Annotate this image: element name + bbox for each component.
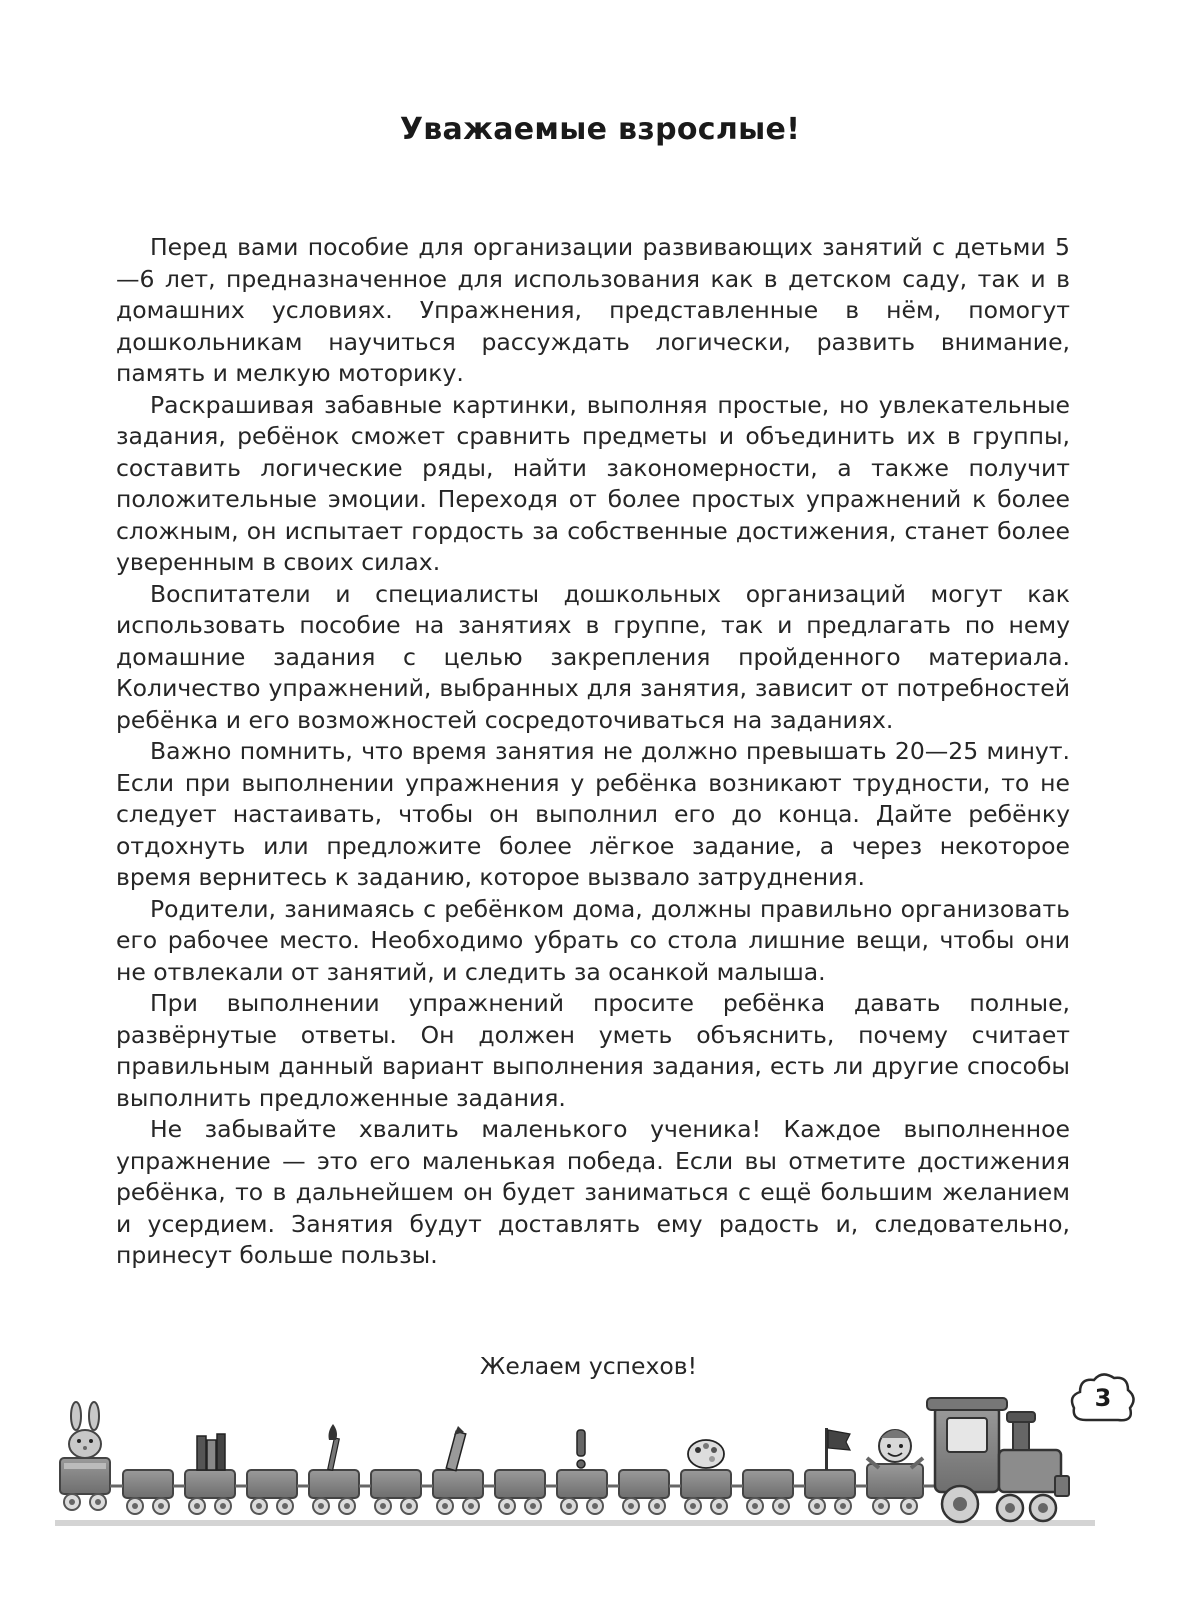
flag-icon bbox=[825, 1428, 850, 1470]
wagon-14 bbox=[867, 1464, 923, 1514]
page-number: 3 bbox=[1094, 1384, 1112, 1412]
paragraph-7: Не забывайте хвалить маленького ученика! Каждое выполненное упражнение — это его маленькая победа. Если вы отметите достижения ребёнка, то в дальнейшем он будет заниматься с ещё большим желанием и усердием. Занятия будут доставлять ему радость и, следовательно, принесут больше пользы. bbox=[116, 1115, 1070, 1269]
wagon-6 bbox=[371, 1470, 421, 1514]
body-text bbox=[116, 232, 1070, 1272]
paragraph-3: Воспитатели и специалисты дошкольных организаций могут как использовать пособие на занятиях в группе, так и предлагать по нему домашние задания с целью закрепления пройденного материала. Количество упражнений, выбранных для занятия, зависит от потребностей ребёнка и его возможностей сосредоточиваться на заданиях. bbox=[116, 579, 1070, 734]
paragraph-6: При выполнении упражнений просите ребёнка давать полные, развёрнутые ответы. Он должен уметь объяснить, почему считает правильным данный вариант выполнения задания, есть ли другие способы выполнить предложенные задания. bbox=[116, 989, 1070, 1112]
paragraph-2: Раскрашивая забавные картинки, выполняя простые, но увлекательные задания, ребёнок сможет сравнить предметы и объединить их в группы, составить логические ряды, найти закономерности, а также получит положительные эмоции. Переходя от более простых упражнений к более сложным, он испытает гордость за собственные достижения, станет более уверенным в своих силах. bbox=[116, 390, 1070, 576]
wagon-10 bbox=[619, 1470, 669, 1514]
train-illustration bbox=[55, 1380, 1145, 1540]
wagon-8 bbox=[495, 1470, 545, 1514]
books-icon bbox=[197, 1434, 225, 1470]
wagon-9 bbox=[557, 1470, 607, 1514]
pencil-icon bbox=[446, 1426, 465, 1471]
wagon-3 bbox=[185, 1470, 235, 1514]
wagon-7 bbox=[433, 1470, 483, 1514]
page-title: Уважаемые взрослые! bbox=[399, 112, 801, 147]
wagon-12 bbox=[743, 1470, 793, 1514]
bunny-icon bbox=[69, 1402, 101, 1458]
paragraph-5: Родители, занимаясь с ребёнком дома, должны правильно организовать его рабочее место. Необходимо убрать со стола лишние вещи, чтобы они не отвлекали от занятий, и следить за осанкой малыша. bbox=[116, 894, 1070, 986]
wagon-5 bbox=[309, 1470, 359, 1514]
paintbrush-icon bbox=[328, 1424, 340, 1470]
paragraph-1: Перед вами пособие для организации развивающих занятий с детьми 5—6 лет, предназначенное для использования как в детском саду, так и в домашних условиях. Упражнения, представленные в нём, помогут дошкольникам научиться рассуждать логически, развить внимание, память и мелкую моторику. bbox=[116, 233, 1070, 387]
wagon-1 bbox=[60, 1458, 110, 1510]
paragraph-4: Важно помнить, что время занятия не должно превышать 20—25 минут. Если при выполнении упражнения у ребёнка возникают трудности, то не следует настаивать, чтобы он выполнил его до конца. Дайте ребёнку отдохнуть или предложите более лёгкое задание, а через некоторое время вернитесь к заданию, которое вызвало затруднения. bbox=[116, 737, 1070, 891]
exclamation-icon bbox=[577, 1430, 585, 1468]
child-icon bbox=[867, 1430, 923, 1468]
locomotive-icon bbox=[927, 1398, 1069, 1522]
wagon-2 bbox=[123, 1470, 173, 1514]
wagon-4 bbox=[247, 1470, 297, 1514]
wagon-13 bbox=[805, 1470, 855, 1514]
track bbox=[55, 1520, 1095, 1526]
wagon-11 bbox=[681, 1470, 731, 1514]
palette-icon bbox=[688, 1440, 724, 1468]
closing-wish: Желаем успехов! bbox=[480, 1352, 698, 1380]
